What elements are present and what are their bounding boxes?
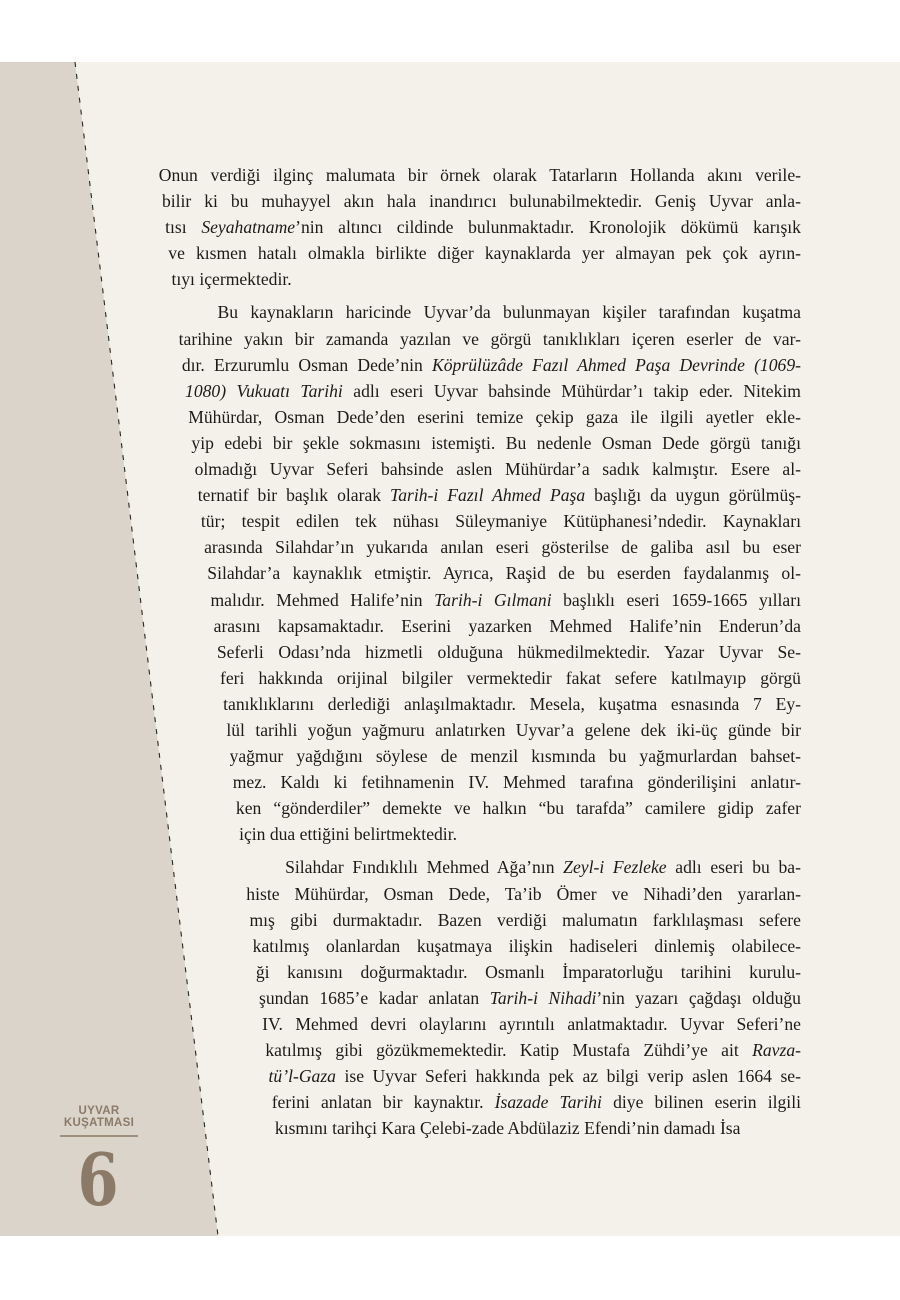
text-run: başlığı da uygun görülmüş- bbox=[585, 485, 801, 506]
text-line bbox=[165, 214, 801, 240]
text-run: ternatif bir başlık olarak bbox=[197, 485, 391, 506]
text-line bbox=[236, 795, 801, 821]
text-run: Mühürdar, Osman Dede’den eserini temize çekip gaza ile ilgili ayetler ekle- bbox=[188, 406, 801, 427]
text-run: olmadığı Uyvar Seferi bahsinde aslen Mühürdar’a sadık kalmıştır. Esere al- bbox=[194, 459, 801, 480]
book-page bbox=[0, 62, 900, 1236]
text-line bbox=[218, 299, 801, 325]
text-line bbox=[195, 456, 801, 482]
text-run: ken “gönderdiler” demekte ve halkın “bu tarafda” camilere gidip zafer bbox=[235, 798, 801, 819]
text-run: için dua ettiğini belirtmektedir. bbox=[239, 824, 457, 845]
italic-title: Köprülüzâde Fazıl Ahmed Paşa Devrinde (1069- bbox=[432, 354, 801, 375]
italic-title: İsazade Tarihi bbox=[494, 1092, 602, 1113]
italic-title: Tarih-i Gılmani bbox=[434, 589, 552, 610]
text-run: ise Uyvar Seferi hakkında pek az bilgi verip aslen 1664 se- bbox=[335, 1066, 801, 1087]
text-line bbox=[168, 240, 801, 266]
text-run: Silahdar Fındıklılı Mehmed Ağa’nın bbox=[285, 857, 564, 878]
text-line bbox=[214, 613, 801, 639]
text-line bbox=[171, 266, 801, 292]
text-line bbox=[182, 352, 801, 378]
text-line bbox=[226, 717, 801, 743]
text-run: ği kanısını doğurmaktadır. Osmanlı İmparatorluğu tarihini kurulu- bbox=[255, 961, 801, 982]
text-run: katılmış gibi gözükmemektedir. Katip Mustafa Zühdi’ye ait bbox=[265, 1040, 753, 1061]
text-line bbox=[262, 1011, 801, 1037]
text-line bbox=[207, 560, 801, 586]
text-line bbox=[210, 587, 801, 613]
text-run: tıyı içermektedir. bbox=[171, 269, 292, 290]
text-run: histe Mühürdar, Osman Dede, Ta’ib Ömer ve Nihadi’den yararlan- bbox=[246, 883, 801, 904]
text-line bbox=[188, 404, 801, 430]
text-run: ferini anlatan bir kaynaktır. bbox=[271, 1092, 495, 1113]
text-run: Bu kaynakların haricinde Uyvar’da bulunmayan kişiler tarafından kuşatma bbox=[217, 302, 801, 323]
text-run: ’nin yazarı çağdaşı olduğu bbox=[596, 987, 801, 1008]
text-run: başlıklı eseri 1659-1665 yılları bbox=[551, 589, 801, 610]
italic-title: tü’l-Gaza bbox=[268, 1066, 336, 1087]
page-number: 6 bbox=[77, 1137, 119, 1222]
text-run: bilir ki bu muhayyel akın hala inandırıcı bulunabilmektedir. Geniş Uyvar anla- bbox=[161, 191, 801, 212]
text-line bbox=[159, 162, 801, 188]
text-line bbox=[253, 933, 801, 959]
text-run: kısmını tarihçi Kara Çelebi-zade Abdülaziz Efendi’nin damadı İsa bbox=[274, 1118, 741, 1139]
text-line bbox=[204, 534, 801, 560]
text-run: adlı eseri Uyvar bahsinde Mühürdar’ı takip eder. Nitekim bbox=[342, 380, 801, 401]
text-run: mez. Kaldı ki fetihnamenin IV. Mehmed tarafına gönderilişini anlatır- bbox=[232, 772, 801, 793]
paragraph bbox=[0, 854, 900, 1141]
italic-title: Tarih-i Fazıl Ahmed Paşa bbox=[390, 485, 586, 506]
text-run: yip edebi bir şekle sokmasını istemişti. Bu nedenle Osman Dede görgü tanığı bbox=[191, 432, 801, 453]
text-line bbox=[201, 508, 801, 534]
text-run: adlı eseri bu ba- bbox=[666, 857, 801, 878]
text-run: feri hakkında orijinal bilgiler vermektedir fakat sefere katılmayıp görgü bbox=[220, 667, 801, 688]
text-run: tısı bbox=[165, 217, 202, 238]
text-line bbox=[233, 769, 801, 795]
text-line bbox=[191, 430, 801, 456]
text-run: IV. Mehmed devri olaylarını ayrıntılı anlatmaktadır. Uyvar Seferi’ne bbox=[262, 1014, 801, 1034]
text-line bbox=[217, 639, 801, 665]
text-line bbox=[185, 378, 801, 404]
text-run: Silahdar’a kaynaklık etmiştir. Ayrıca, Raşid de bu eserden faydalanmış ol- bbox=[207, 563, 801, 584]
text-run: malıdır. Mehmed Halife’nin bbox=[210, 589, 435, 610]
running-head-line-1: UYVAR bbox=[78, 1105, 120, 1117]
text-line bbox=[265, 1037, 801, 1063]
italic-title: Seyahatname bbox=[201, 217, 296, 238]
text-run: ve kısmen hatalı olmakla birlikte diğer kaynaklarda yer almayan pek çok ayrın- bbox=[168, 243, 801, 264]
text-line bbox=[179, 326, 801, 352]
text-run: lül tarihli yoğun yağmuru anlatırken Uyvar’a gelene dek iki-üç günde bir bbox=[226, 719, 801, 740]
text-run: diye bilinen eserin ilgili bbox=[601, 1092, 801, 1113]
text-line bbox=[256, 959, 801, 985]
text-run: dır. Erzurumlu Osman Dede’nin bbox=[181, 354, 433, 375]
text-run: tür; tespit edilen tek nühası Süleymaniye Kütüphanesi’ndedir. Kaynakları bbox=[200, 511, 801, 532]
italic-title: Zeyl-i Fezleke bbox=[563, 857, 667, 878]
text-line bbox=[275, 1115, 801, 1141]
running-head-line-2: KUŞATMASI bbox=[63, 1117, 135, 1129]
text-run: mış gibi durmaktadır. Bazen verdiği malumatın farklılaşması sefere bbox=[249, 909, 801, 930]
italic-title: 1080) Vukuatı Tarihi bbox=[185, 380, 343, 401]
text-line bbox=[259, 985, 801, 1011]
text-line bbox=[239, 821, 801, 847]
paragraph bbox=[0, 162, 900, 292]
text-line bbox=[198, 482, 801, 508]
text-line bbox=[285, 854, 801, 880]
text-run: tanıklıklarını derlediği anlaşılmaktadır. Mesela, kuşatma esnasında 7 Ey- bbox=[223, 693, 801, 714]
text-line bbox=[249, 907, 801, 933]
text-line bbox=[230, 743, 801, 769]
text-line bbox=[269, 1063, 801, 1089]
italic-title: Tarih-i Nihadi bbox=[489, 987, 597, 1008]
text-run: ’nin altıncı cildinde bulunmaktadır. Kronolojik dökümü karışık bbox=[295, 217, 801, 238]
paragraph bbox=[0, 299, 900, 847]
text-line bbox=[220, 665, 801, 691]
running-head bbox=[56, 1105, 142, 1129]
text-run: tarihine yakın bir zamanda yazılan ve görgü tanıklıkları içeren eserler de var- bbox=[178, 328, 801, 349]
text-run: arasında Silahdar’ın yukarıda anılan eseri gösterilse de galiba asıl bu eser bbox=[204, 537, 801, 558]
text-line bbox=[272, 1089, 801, 1115]
text-run: Onun verdiği ilginç malumata bir örnek olarak Tatarların Hollanda akını verile- bbox=[158, 165, 801, 185]
italic-title: Ravza- bbox=[752, 1040, 801, 1061]
text-line bbox=[162, 188, 801, 214]
text-run: Seferli Odası’nda hizmetli olduğuna hükmedilmektedir. Yazar Uyvar Se- bbox=[216, 641, 801, 662]
text-run: katılmış olanlardan kuşatmaya ilişkin hadiseleri dinlemiş olabilece- bbox=[252, 935, 801, 956]
body-text bbox=[0, 162, 900, 1141]
text-run: şundan 1685’e kadar anlatan bbox=[258, 987, 490, 1008]
text-line bbox=[223, 691, 801, 717]
text-line bbox=[246, 881, 801, 907]
text-run: yağmur yağdığını söylese de menzil kısmında bu yağmurlardan bahset- bbox=[229, 746, 801, 767]
text-run: arasını kapsamaktadır. Eserini yazarken Mehmed Halife’nin Enderun’da bbox=[213, 615, 801, 636]
